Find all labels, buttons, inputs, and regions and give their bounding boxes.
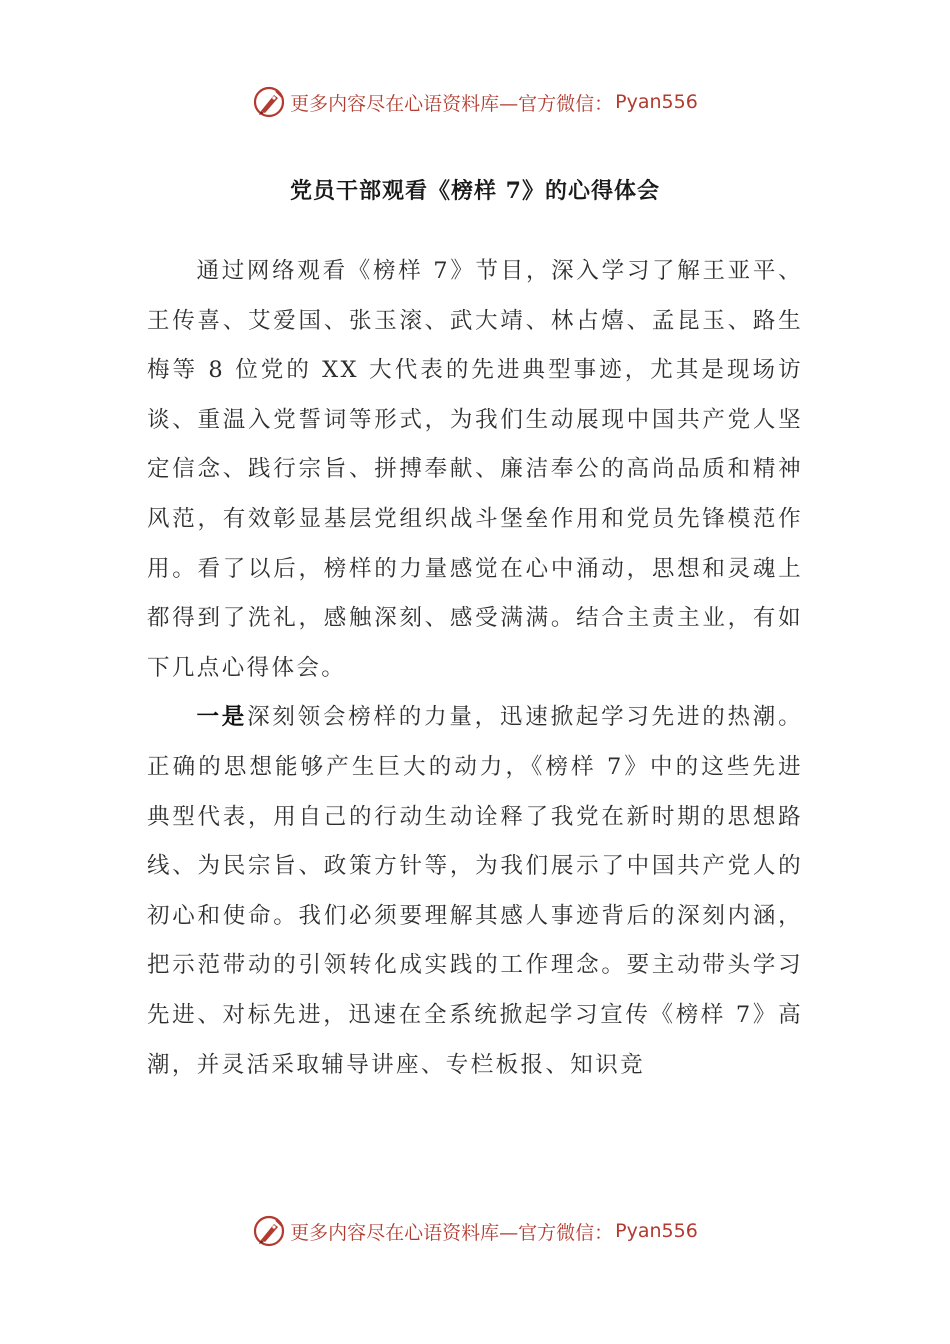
footer-wechat-id: Pyan556 bbox=[615, 1220, 698, 1242]
header-brand-text: 更多内容尽在心语资料库—官方微信： bbox=[290, 92, 614, 115]
paragraph-point-one-text: 深刻领会榜样的力量，迅速掀起学习先进的热潮。正确的思想能够产生巨大的动力，《榜样 7》中的这些先进典型代表，用自己的行动生动诠释了我党在新时期的思想路线、为民宗旨、政策方针等，为我们展示了中国共产党人的初心和使命。我们必须要理解其感人事迹背后的深刻内涵，把示范带动的引领转化成实践的工作理念。要主动带头学习先进、对标先进，迅速在全系统掀起学习宣传《榜样 7》高潮，并灵活采取辅导讲座、专栏板报、知识竞 bbox=[147, 704, 803, 1078]
pen-nib-logo-icon bbox=[252, 1214, 286, 1248]
paragraph-point-one-lead: 一是 bbox=[196, 704, 248, 731]
document-title: 党员干部观看《榜样 7》的心得体会 bbox=[290, 178, 660, 204]
header-banner bbox=[0, 82, 950, 122]
footer-brand-text: 更多内容尽在心语资料库—官方微信： bbox=[290, 1221, 614, 1244]
document-body bbox=[147, 247, 803, 1090]
header-wechat-id: Pyan556 bbox=[615, 91, 698, 113]
footer-banner bbox=[0, 1211, 950, 1251]
paragraph-intro-text: 通过网络观看《榜样 7》节目，深入学习了解王亚平、王传喜、艾爱国、张玉滚、武大靖、林占熺、孟昆玉、路生梅等 8 位党的 XX 大代表的先进典型事迹，尤其是现场访谈、重温入党誓词等形式，为我们生动展现中国共产党人坚定信念、践行宗旨、拼搏奉献、廉洁奉公的高尚品质和精神风范，有效彰显基层党组织战斗堡垒作用和党员先锋模范作用。看了以后，榜样的力量感觉在心中涌动，思想和灵魂上都得到了洗礼，感触深刻、感受满满。结合主责主业，有如下几点心得体会。 bbox=[147, 258, 803, 681]
pen-nib-logo-icon bbox=[252, 85, 286, 119]
paragraph-point-one bbox=[147, 693, 803, 1090]
paragraph-intro bbox=[147, 247, 803, 693]
